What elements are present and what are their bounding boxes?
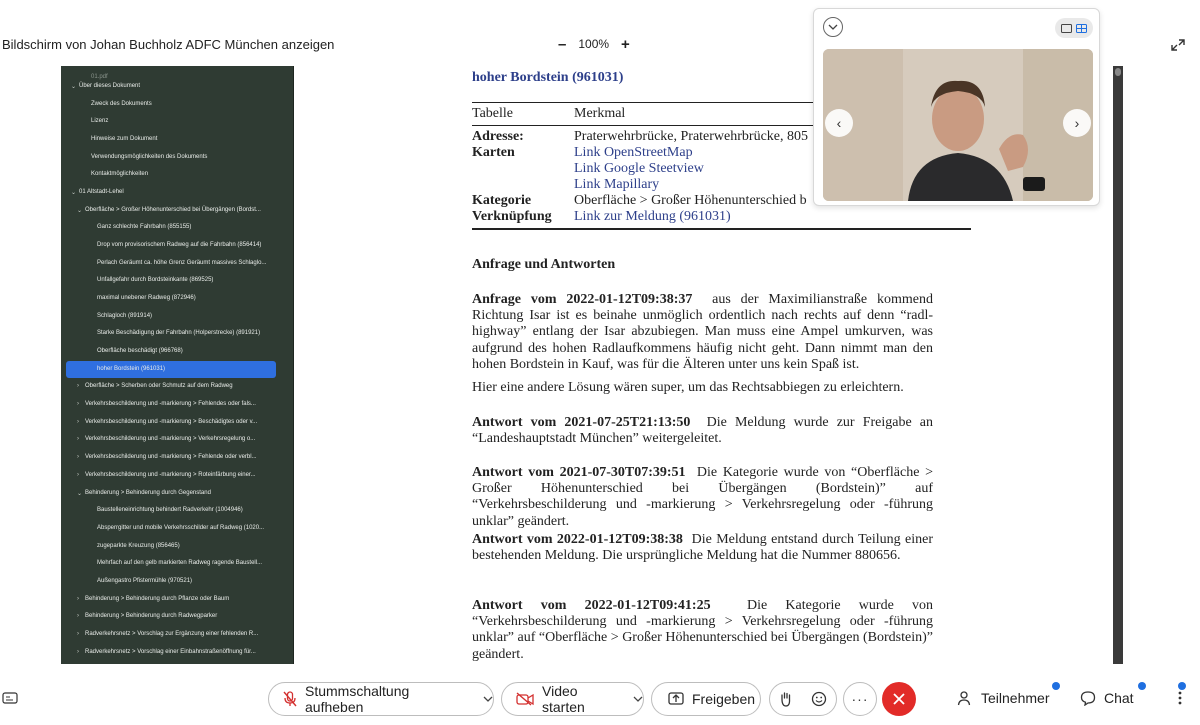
sidebar-item-label: Verkehrsbeschilderung und -markierung > Fehlende oder verbl...	[85, 454, 257, 460]
sidebar-item-label: maximal unebener Radweg (872946)	[97, 295, 196, 301]
page-scrollbar[interactable]	[1113, 66, 1123, 664]
maps-key: Karten	[472, 145, 515, 160]
sidebar-item[interactable]	[61, 413, 293, 431]
raise-hand-icon[interactable]	[779, 691, 793, 707]
participants-icon	[957, 690, 973, 706]
scrollbar-thumb[interactable]	[1115, 68, 1121, 76]
unmute-label: Stummschaltung aufheben	[305, 683, 410, 715]
sidebar-item-label: 01 Altstadt-Lehel	[79, 189, 124, 195]
microphone-muted-icon	[283, 691, 297, 707]
sidebar-item-label: Verkehrsbeschilderung und -markierung > Beschädigtes oder v...	[85, 419, 258, 425]
sidebar-item-label: zugeparkte Kreuzung (856465)	[97, 543, 180, 549]
sidebar-item[interactable]	[61, 501, 293, 519]
captions-icon[interactable]	[2, 692, 18, 706]
grid-view-icon[interactable]	[1076, 24, 1087, 33]
sidebar-item[interactable]	[61, 395, 293, 413]
sidebar-item[interactable]	[61, 183, 293, 201]
request-paragraph	[472, 292, 933, 373]
sidebar-item[interactable]	[61, 554, 293, 572]
chevron-right-icon[interactable]: ›	[77, 436, 79, 442]
sidebar-item-label: Verwendungsmöglichkeiten des Dokuments	[91, 154, 208, 160]
chevron-down-icon[interactable]: ⌄	[77, 207, 83, 214]
chevron-right-icon[interactable]: ›	[77, 383, 79, 389]
video-prev-button[interactable]	[825, 109, 853, 137]
answer1-paragraph	[472, 415, 933, 447]
sidebar-item-label: Absperrgitter und mobile Verkehrsschilder auf Radweg (1020...	[97, 525, 265, 531]
sidebar-item[interactable]	[61, 643, 293, 661]
chevron-down-icon	[828, 24, 838, 30]
sidebar-item-label: Außengastro Pfistermühle (970521)	[97, 578, 193, 584]
link-mapillary[interactable]: Link Mapillary	[574, 177, 660, 192]
sidebar-item-label: Perlach Geräumt ca. höhe Grenz Geräumt massives Schlaglo...	[97, 260, 267, 266]
chat-button[interactable]	[1080, 690, 1134, 706]
sidebar-item[interactable]	[61, 430, 293, 448]
sidebar-item[interactable]	[61, 201, 293, 219]
chevron-left-icon: ‹	[836, 115, 842, 131]
participant-video[interactable]	[823, 49, 1093, 201]
sidebar-item[interactable]	[61, 289, 293, 307]
sidebar-item[interactable]	[61, 307, 293, 325]
share-screen-icon	[668, 692, 684, 706]
sidebar-item[interactable]	[61, 377, 293, 395]
chat-bubble-icon	[1080, 690, 1096, 706]
sidebar-item-label: Über dieses Dokument	[79, 83, 141, 89]
answer3-paragraph	[472, 532, 933, 564]
answer2-heading: Antwort vom 2021-07-30T07:39:51	[472, 465, 686, 480]
meeting-toolbar	[0, 664, 1200, 725]
sidebar-item[interactable]	[61, 218, 293, 236]
chat-label: Chat	[1104, 690, 1134, 706]
answer1-heading: Antwort vom 2021-07-25T21:13:50	[472, 415, 691, 430]
pdf-outline-sidebar	[61, 66, 293, 664]
sidebar-item-label: Verkehrsbeschilderung und -markierung > Verkehrsregelung o...	[85, 436, 256, 442]
camera-off-icon	[516, 692, 534, 706]
sidebar-item[interactable]	[61, 590, 293, 608]
link-openstreetmap[interactable]: Link OpenStreetMap	[574, 145, 693, 160]
sidebar-item-label: Unfallgefahr durch Bordsteinkante (869525)	[97, 277, 214, 283]
table-header-col1: Tabelle	[472, 106, 513, 121]
sidebar-item-label: Verkehrsbeschilderung und -markierung > Roteinfärbung einer...	[85, 472, 256, 478]
answer3-body: Die Meldung entstand durch Teilung einer bestehenden Meldung. Die ursprüngliche Meldung hat die Nummer 880656.	[472, 532, 933, 564]
sidebar-item[interactable]	[61, 236, 293, 254]
sidebar-item-label: Hinweise zum Dokument	[91, 136, 158, 142]
link-google-streetview[interactable]: Link Google Steetview	[574, 161, 704, 176]
sidebar-item-label: Radverkehrsnetz > Vorschlag zur Ergänzung einer fehlenden R...	[85, 631, 259, 637]
zoom-control	[558, 37, 630, 51]
chevron-right-icon: ›	[1074, 115, 1080, 131]
chevron-right-icon[interactable]: ›	[77, 596, 79, 602]
chevron-down-icon[interactable]	[633, 696, 643, 702]
answer2-body: Die Kategorie wurde von “Oberfläche > Großer Höhenunterschied bei Übergängen (Bordstein)” auf “Verkehrsbeschilderung und -markierung > Verkehrsregelung oder -führung unklar” geändert.	[472, 465, 933, 529]
sidebar-item[interactable]	[61, 130, 293, 148]
sidebar-item-label: Verkehrsbeschilderung und -markierung > Fehlendes oder fals...	[85, 401, 256, 407]
category-key: Kategorie	[472, 193, 532, 208]
chevron-down-icon[interactable]: ⌄	[71, 83, 77, 90]
sidebar-item-label: Oberfläche > Scherben oder Schmutz auf dem Radweg	[85, 383, 233, 389]
participant-person-icon	[823, 49, 1093, 201]
sidebar-item-selected[interactable]	[61, 360, 293, 378]
chevron-right-icon[interactable]: ›	[77, 419, 79, 425]
answer4-paragraph	[472, 598, 933, 663]
sidebar-item[interactable]	[61, 148, 293, 166]
sidebar-item[interactable]	[61, 537, 293, 555]
answer3-heading: Antwort vom 2022-01-12T09:38:38	[472, 532, 683, 547]
sidebar-item-label: Oberfläche > Großer Höhenunterschied bei Übergängen (Bordst...	[85, 207, 261, 213]
zoom-out-button[interactable]: –	[558, 35, 567, 53]
chevron-right-icon[interactable]: ›	[77, 401, 79, 407]
emoji-icon[interactable]	[811, 691, 827, 707]
sidebar-item-label: Drop vom provisorischem Radweg auf die Fahrbahn (856414)	[97, 242, 262, 248]
sidebar-item-label: Behinderung > Behinderung durch Gegenstand	[85, 490, 211, 496]
answer2-paragraph	[472, 465, 933, 530]
video-layout-toggle[interactable]	[1055, 18, 1093, 38]
sidebar-item-label: Ganz schlechte Fahrbahn (855155)	[97, 224, 192, 230]
sidebar-item-label: 01.pdf	[91, 74, 108, 80]
sidebar-item[interactable]	[61, 324, 293, 342]
zoom-in-button[interactable]: +	[621, 35, 630, 53]
sidebar-item[interactable]	[61, 95, 293, 113]
sidebar-item[interactable]	[61, 271, 293, 289]
more-dots-icon: ···	[851, 691, 869, 707]
sidebar-item-label: Schlagloch (891914)	[97, 313, 153, 319]
answer4-body: Die Kategorie wurde von “Verkehrsbeschilderung und -markierung > Verkehrsregelung oder -führung unklar” auf “Oberfläche > Großer Höhenunterschied bei Übergängen (Bordstein)” geändert.	[472, 598, 933, 662]
end-call-button[interactable]	[882, 682, 916, 716]
chevron-down-icon[interactable]: ⌄	[77, 490, 83, 497]
sidebar-item-label: Starke Beschädigung der Fahrbahn (Holperstrecke) (891921)	[97, 330, 261, 336]
share-title: Bildschirm von Johan Buchholz ADFC München anzeigen	[2, 37, 335, 52]
sidebar-item[interactable]	[61, 625, 293, 643]
sidebar-item-label: hoher Bordstein (961031)	[97, 366, 166, 372]
single-view-icon[interactable]	[1061, 24, 1072, 33]
video-label: Video starten	[542, 683, 585, 715]
link-report[interactable]: Link zur Meldung (961031)	[574, 209, 731, 224]
address-value: Praterwehrbrücke, Praterwehrbrücke, 805	[574, 129, 809, 144]
participants-notification-dot	[1052, 682, 1060, 690]
video-panel	[813, 8, 1100, 206]
address-key: Adresse:	[472, 129, 524, 144]
chevron-right-icon[interactable]: ›	[77, 649, 79, 655]
zoom-level: 100%	[578, 37, 610, 51]
table-rule-bottom	[472, 228, 971, 230]
request-extra: Hier eine andere Lösung wären super, um das Rechtsabbiegen zu erleichtern.	[472, 380, 904, 395]
sidebar-item[interactable]	[61, 572, 293, 590]
unmute-button[interactable]	[268, 682, 494, 716]
category-value: Oberfläche > Großer Höhenunterschied b	[574, 193, 807, 208]
chevron-right-icon[interactable]: ›	[77, 613, 79, 619]
chevron-down-icon[interactable]	[483, 696, 493, 702]
sidebar-item[interactable]	[61, 77, 293, 95]
sidebar-item[interactable]	[61, 519, 293, 537]
more-notification-dot	[1178, 682, 1186, 690]
video-next-button[interactable]	[1063, 109, 1091, 137]
sidebar-item[interactable]	[61, 448, 293, 466]
request-heading: Anfrage vom 2022-01-12T09:38:37	[472, 292, 693, 307]
collapse-arrows-icon[interactable]	[1170, 38, 1186, 52]
sidebar-item-label: Zweck des Dokuments	[91, 101, 152, 107]
participants-label: Teilnehmer	[981, 690, 1050, 706]
chevron-right-icon[interactable]: ›	[77, 472, 79, 478]
sidebar-item-label: Radverkehrsnetz > Vorschlag einer Einbahnstraßenöffnung für...	[85, 649, 256, 655]
more-options-button[interactable]	[843, 682, 877, 716]
share-label: Freigeben	[692, 691, 756, 707]
sidebar-item-label: Behinderung > Behinderung durch Pflanze oder Baum	[85, 596, 230, 602]
sidebar-item[interactable]	[61, 466, 293, 484]
request-body: aus der Maximilianstraße kommend Richtung Isar ist es beinahe unmöglich ordentlich nach rechts auf denn “radl-highway” entlang der Isar abzubiegen. Man muss eine Ampel umkurven, was aufgrund des hohen Radlaufkommens häufig nicht geht. Dann nimmt man den hohen Bordstein in Kauf, was für die Älteren unter uns kein Spaß ist.	[472, 292, 933, 372]
sidebar-item-label: Lizenz	[91, 118, 109, 124]
sidebar-item[interactable]	[61, 254, 293, 272]
start-video-button[interactable]	[501, 682, 644, 716]
link-key: Verknüpfung	[472, 209, 552, 224]
more-vertical-icon[interactable]	[1174, 690, 1186, 706]
sidebar-item[interactable]	[61, 484, 293, 502]
close-icon	[893, 693, 905, 705]
participants-button[interactable]	[957, 690, 1049, 706]
sidebar-item[interactable]	[61, 607, 293, 625]
sidebar-item[interactable]	[61, 112, 293, 130]
table-header-col2: Merkmal	[574, 106, 626, 121]
sidebar-item-label: Kontaktmöglichkeiten	[91, 171, 149, 177]
document-title: hoher Bordstein (961031)	[472, 70, 624, 85]
answer1-body: Die Meldung wurde zur Freigabe an “Landeshauptstadt München” weitergeleitet.	[472, 415, 934, 447]
sidebar-item[interactable]	[61, 342, 293, 360]
section-title: Anfrage und Antworten	[472, 257, 616, 272]
video-collapse-button[interactable]	[823, 17, 843, 37]
sidebar-item-label: Oberfläche beschädigt (966768)	[97, 348, 183, 354]
sidebar-item[interactable]	[61, 165, 293, 183]
share-button[interactable]	[651, 682, 761, 716]
reactions-group	[769, 682, 837, 716]
chevron-down-icon[interactable]: ⌄	[71, 189, 77, 196]
sidebar-item-label: Baustelleneinrichtung behindert Radverkehr (1004946)	[97, 507, 243, 513]
answer4-heading: Antwort vom 2022-01-12T09:41:25	[472, 598, 711, 613]
sidebar-item-label: Behinderung > Behinderung durch Radwegparker	[85, 613, 218, 619]
chevron-right-icon[interactable]: ›	[77, 454, 79, 460]
chevron-right-icon[interactable]: ›	[77, 631, 79, 637]
chat-notification-dot	[1138, 682, 1146, 690]
sidebar-item-label: Mehrfach auf den gelb markierten Radweg ragende Baustell...	[97, 560, 263, 566]
